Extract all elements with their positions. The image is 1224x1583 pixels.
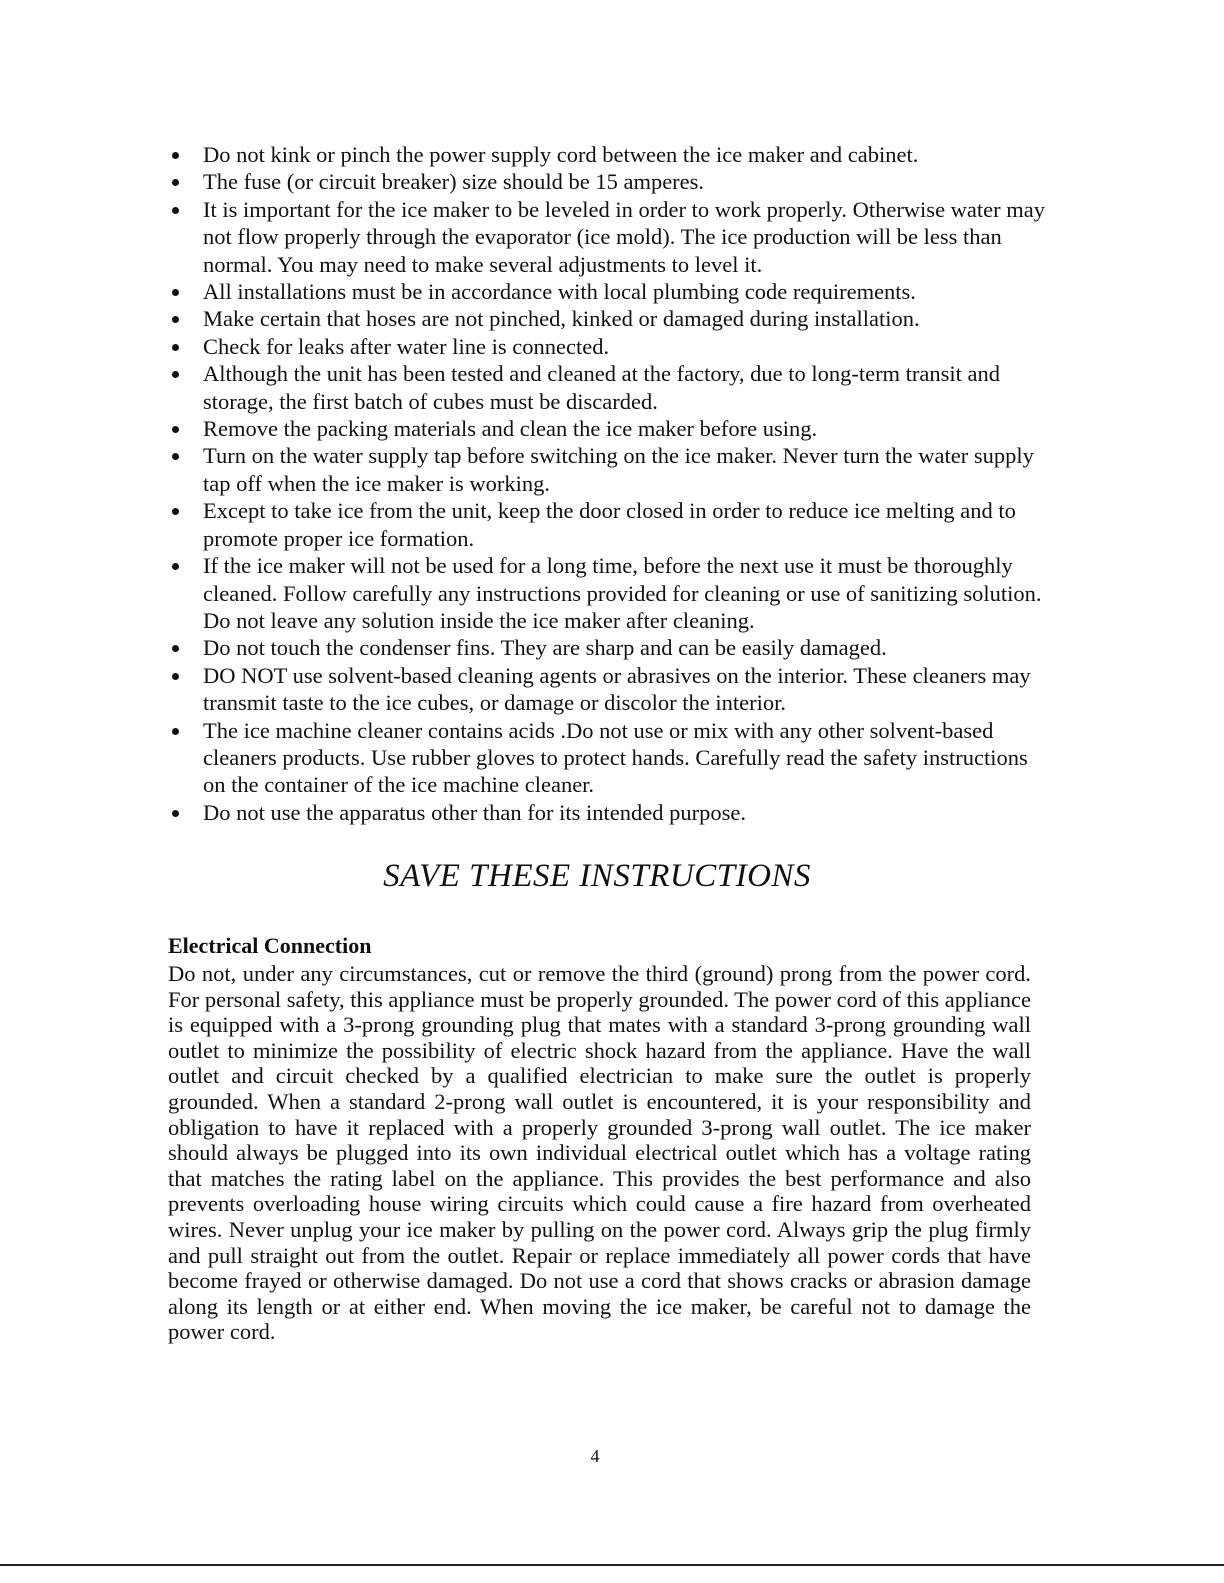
list-item — [168, 799, 1048, 826]
electrical-connection-body: Do not, under any circumstances, cut or remove the third (ground) prong from the power cord. For personal safety, this appliance must be properly grounded. The power cord of this appliance is equipped with a 3-prong grounding plug that mates with a standard 3-prong grounding wall outlet to minimize the possibility of electric shock hazard from the appliance. Have the wall outlet and circuit checked by a qualified electrician to make sure the outlet is properly grounded. When a standard 2-prong wall outlet is encountered, it is your responsibility and obligation to have it replaced with a properly grounded 3-prong wall outlet. The ice maker should always be plugged into its own individual electrical outlet which has a voltage rating that matches the rating label on the appliance. This provides the best performance and also prevents overloading house wiring circuits which could cause a fire hazard from overheated wires. Never unplug your ice maker by pulling on the power cord. Always grip the plug firmly and pull straight out from the outlet. Repair or replace immediately all power cords that have become frayed or otherwise damaged. Do not use a cord that shows cracks or abrasion damage along its length or at either end. When moving the ice maker, be careful not to damage the power cord. — [168, 961, 1031, 1345]
bullet-icon — [172, 728, 179, 735]
list-item — [168, 141, 1048, 168]
save-instructions-title: SAVE THESE INSTRUCTIONS — [383, 858, 811, 894]
bullet-icon — [172, 152, 179, 159]
bullet-text: Remove the packing materials and clean the ice maker before using. — [203, 416, 818, 442]
bullet-text: Make certain that hoses are not pinched, kinked or damaged during installation. — [203, 306, 920, 332]
bullet-icon — [172, 810, 179, 817]
bullet-text: Do not use the apparatus other than for its intended purpose. — [203, 799, 746, 825]
bullet-icon — [172, 207, 179, 214]
list-item — [168, 305, 1048, 332]
safety-bullet-list — [168, 141, 1048, 826]
bullet-text: If the ice maker will not be used for a long time, before the next use it must be thoroughly cleaned. Follow carefully any instructions provided for cleaning or use of sanitizing solution. Do not leave any solution inside the ice maker after cleaning. — [203, 553, 1042, 633]
bullet-text: The fuse (or circuit breaker) size should be 15 amperes. — [203, 169, 705, 195]
list-item — [168, 552, 1048, 634]
list-item — [168, 634, 1048, 661]
bullet-text: Do not touch the condenser fins. They are sharp and can be easily damaged. — [203, 635, 887, 661]
list-item — [168, 168, 1048, 195]
bullet-text: The ice machine cleaner contains acids .Do not use or mix with any other solvent-based cleaners products. Use rubber gloves to protect hands. Carefully read the safety instructions on the container of the ice machine cleaner. — [203, 717, 1028, 798]
list-item — [168, 717, 1048, 799]
bullet-icon — [172, 673, 179, 680]
page-number: 4 — [590, 1446, 600, 1466]
list-item — [168, 278, 1048, 305]
bullet-text: It is important for the ice maker to be leveled in order to work properly. Otherwise water may not flow properly through the evaporator (ice mold). The ice production will be less than normal. You may need to make several adjustments to level it. — [203, 196, 1046, 277]
bullet-text: All installations must be in accordance with local plumbing code requirements. — [203, 279, 916, 305]
bullet-icon — [172, 563, 179, 570]
bullet-icon — [172, 289, 179, 296]
electrical-connection-heading: Electrical Connection — [168, 933, 372, 958]
bullet-icon — [172, 179, 179, 186]
bullet-text: Check for leaks after water line is connected. — [203, 333, 610, 359]
bullet-text: Except to take ice from the unit, keep the door closed in order to reduce ice melting and to promote proper ice formation. — [203, 498, 1016, 551]
bullet-icon — [172, 645, 179, 652]
bullet-icon — [172, 316, 179, 323]
list-item — [168, 333, 1048, 360]
bullet-icon — [172, 344, 179, 351]
bullet-text: Turn on the water supply tap before switching on the ice maker. Never turn the water supply tap off when the ice maker is working. — [203, 443, 1034, 496]
bullet-icon — [172, 426, 179, 433]
bullet-text: DO NOT use solvent-based cleaning agents or abrasives on the interior. These cleaners may transmit taste to the ice cubes, or damage or discolor the interior. — [203, 662, 1031, 716]
list-item — [168, 497, 1048, 552]
list-item — [168, 442, 1048, 497]
list-item — [168, 662, 1048, 717]
list-item — [168, 360, 1048, 415]
page-bottom-divider — [0, 1564, 1224, 1566]
bullet-icon — [172, 453, 179, 460]
list-item — [168, 415, 1048, 442]
bullet-text: Although the unit has been tested and cleaned at the factory, due to long-term transit and storage, the first batch of cubes must be discarded. — [203, 361, 1001, 414]
bullet-icon — [172, 371, 179, 378]
bullet-icon — [172, 508, 179, 515]
list-item — [168, 196, 1048, 278]
bullet-text: Do not kink or pinch the power supply cord between the ice maker and cabinet. — [203, 142, 919, 167]
